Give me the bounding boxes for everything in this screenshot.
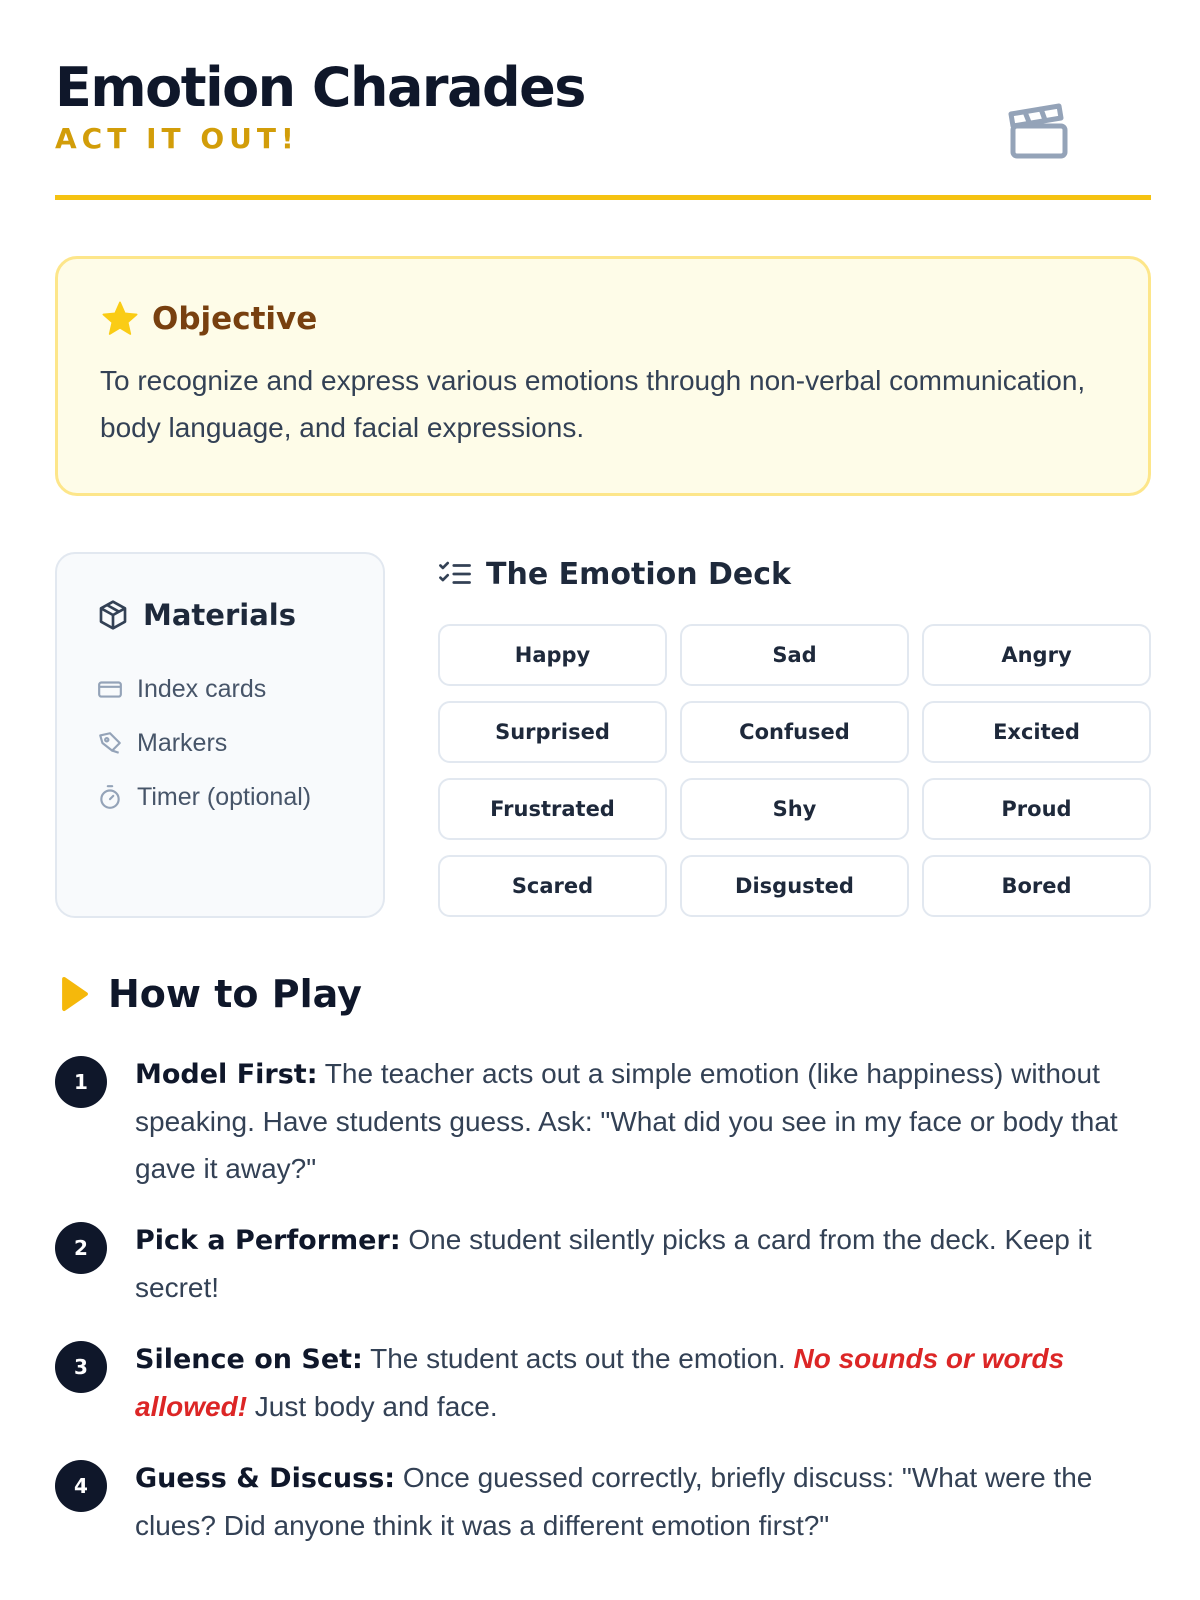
deck-title: The Emotion Deck [486, 556, 791, 592]
step-text-after: Just body and face. [247, 1391, 498, 1422]
material-label: Timer (optional) [137, 782, 312, 811]
emotion-card: Confused [680, 701, 909, 763]
materials-box [55, 552, 385, 918]
deck-grid [438, 624, 1151, 917]
material-label: Markers [137, 728, 228, 757]
page-title: Emotion Charades [55, 56, 585, 119]
step-text: One student silently picks a card from the deck. Keep it secret! [135, 1224, 1092, 1303]
step-label: Guess & Discuss: [135, 1463, 396, 1494]
emotion-card: Bored [922, 855, 1151, 917]
play-icon [58, 975, 92, 1013]
objective-box [55, 256, 1151, 496]
materials-list [97, 662, 343, 824]
card-icon [97, 676, 123, 702]
how-to-play-title: How to Play [108, 972, 362, 1016]
step-item [55, 1454, 1151, 1549]
objective-text: To recognize and express various emotions through non-verbal communication, body language, and facial expressions. [100, 365, 1086, 443]
emotion-card: Proud [922, 778, 1151, 840]
emotion-card: Disgusted [680, 855, 909, 917]
page-header [55, 52, 1151, 200]
warning-text: No sounds or words allowed! [135, 1343, 1065, 1422]
objective-title: Objective [152, 301, 318, 337]
timer-icon [97, 784, 123, 810]
list-item [97, 716, 343, 770]
page-subtitle: ACT IT OUT! [55, 122, 299, 155]
steps-list [55, 1050, 1151, 1573]
list-item [97, 770, 343, 824]
step-label: Model First: [135, 1059, 318, 1090]
step-label: Silence on Set: [135, 1344, 363, 1375]
emotion-card: Sad [680, 624, 909, 686]
clapperboard-icon [1007, 100, 1071, 164]
emotion-deck [438, 552, 1151, 918]
materials-title: Materials [143, 598, 296, 632]
material-label: Index cards [137, 674, 267, 703]
star-icon [100, 299, 140, 339]
emotion-card: Angry [922, 624, 1151, 686]
emotion-card: Scared [438, 855, 667, 917]
step-item [55, 1216, 1151, 1311]
emotion-card: Surprised [438, 701, 667, 763]
emotion-card: Excited [922, 701, 1151, 763]
step-label: Pick a Performer: [135, 1225, 401, 1256]
step-text: The student acts out the emotion. [362, 1343, 794, 1374]
step-item [55, 1335, 1151, 1430]
materials-header [97, 598, 343, 632]
step-text: The teacher acts out a simple emotion (like happiness) without speaking. Have students guess. Ask: "What did you see in my face or body that gave it away?" [135, 1058, 1118, 1184]
emotion-card: Shy [680, 778, 909, 840]
list-item [97, 662, 343, 716]
step-number: 4 [55, 1460, 107, 1512]
checklist-icon [438, 559, 472, 589]
step-text: Once guessed correctly, briefly discuss: "What were the clues? Did anyone think it was a different emotion first?" [135, 1462, 1093, 1541]
deck-header [438, 552, 1151, 596]
objective-header [100, 299, 1106, 339]
how-to-play-header [58, 972, 362, 1016]
emotion-card: Happy [438, 624, 667, 686]
step-number: 1 [55, 1056, 107, 1108]
package-icon [97, 599, 129, 631]
marker-icon [97, 730, 123, 756]
step-number: 2 [55, 1222, 107, 1274]
emotion-card: Frustrated [438, 778, 667, 840]
step-number: 3 [55, 1341, 107, 1393]
step-item [55, 1050, 1151, 1192]
